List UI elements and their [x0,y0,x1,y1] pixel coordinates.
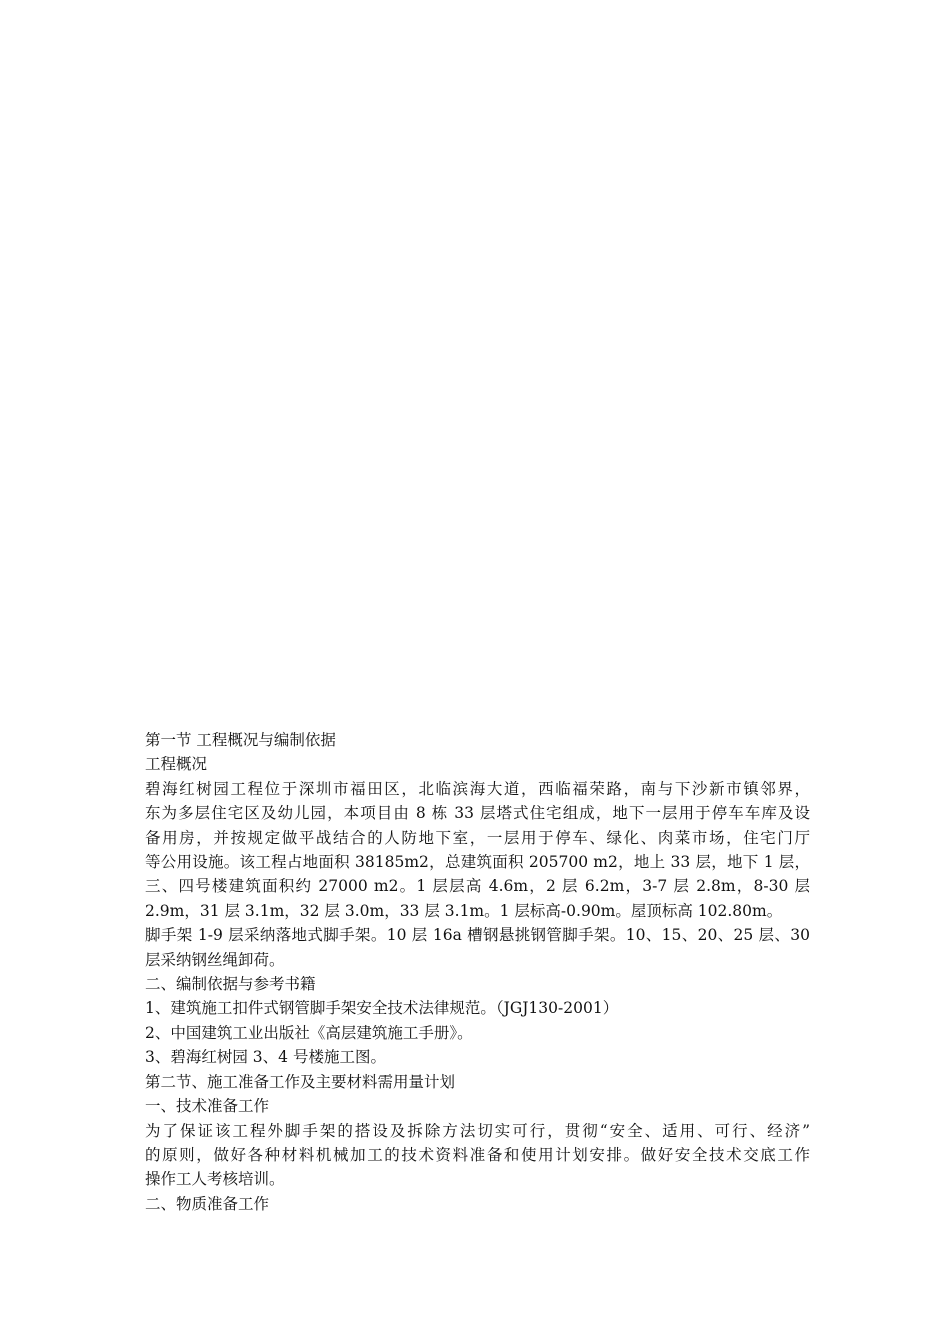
paragraph-line: 层采纳钢丝绳卸荷。 [145,950,285,969]
paragraph-line: 2.9m，31 层 3.1m，32 层 3.0m，33 层 3.1m。1 层标高-0.90m。屋顶标高 102.80m。 [145,901,783,920]
paragraph-line: 的原则，做好各种材料机械加工的技术资料准备和使用计划安排。做好安全技术交底工作 [145,1145,810,1164]
paragraph-line: 东为多层住宅区及幼儿园，本项目由 8 栋 33 层塔式住宅组成，地下一层用于停车车库及设 [145,804,810,823]
section-heading: 第二节、施工准备工作及主要材料需用量计划 [145,1072,456,1091]
paragraph-line: 脚手架 1-9 层采纳落地式脚手架。10 层 16a 槽钢悬挑钢管脚手架。10、15、20、25 层、30 [145,926,810,945]
paragraph-line: 三、四号楼建筑面积约 27000 m2。1 层层高 4.6m，2 层 6.2m，3-7 层 2.8m，8-30 层 [145,877,810,896]
paragraph-line: 为了保证该工程外脚手架的搭设及拆除方法切实可行，贯彻“安全、适用、可行、经济” [145,1121,810,1140]
paragraph-line: 操作工人考核培训。 [145,1170,285,1189]
paragraph-line: 等公用设施。该工程占地面积 38185m2，总建筑面积 205700 m2，地上 33 层，地下 1 层， [145,853,810,872]
list-item: 3、碧海红树园 3、4 号楼施工图。 [145,1048,386,1067]
document-body [145,728,810,1216]
paragraph-line: 碧海红树园工程位于深圳市福田区，北临滨海大道，西临福荣路，南与下沙新市镇邻界， [145,779,810,798]
list-item: 1、建筑施工扣件式钢管脚手架安全技术法律规范。（JGJ130-2001） [145,999,619,1018]
paragraph-line: 备用房，并按规定做平战结合的人防地下室，一层用于停车、绿化、肉菜市场，住宅门厅 [145,828,810,847]
subsection-heading: 一、技术准备工作 [145,1097,270,1116]
subsection-heading: 二、物质准备工作 [145,1194,270,1213]
list-item: 2、中国建筑工业出版社《高层建筑施工手册》。 [145,1023,473,1042]
section-heading: 第一节 工程概况与编制依据 [145,731,336,749]
subsection-heading: 二、编制依据与参考书籍 [145,975,316,994]
subsection-heading: 工程概况 [145,755,208,774]
